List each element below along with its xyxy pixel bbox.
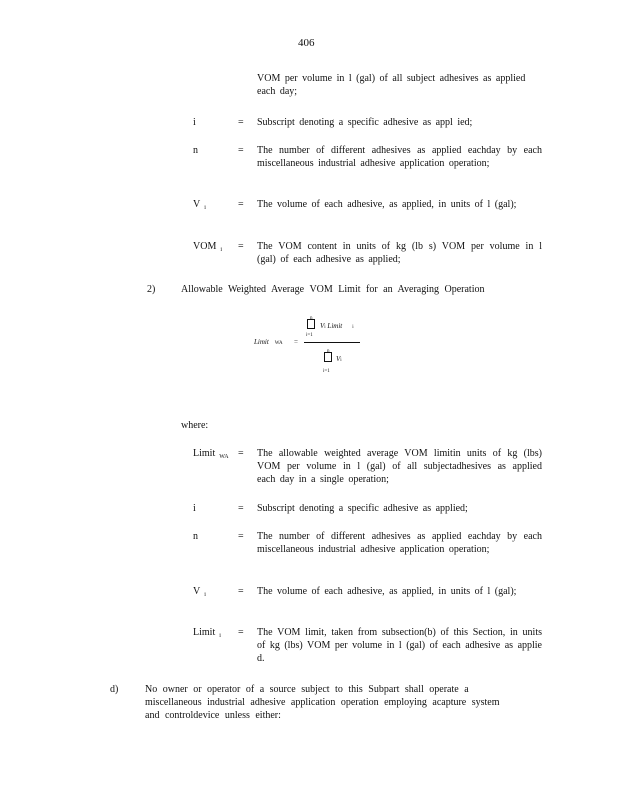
item-2-number: 2) — [147, 284, 156, 295]
numerator-term: Vi Limit i — [320, 322, 354, 330]
definition-text: Subscript denoting a specific adhesive as applied; — [257, 503, 468, 514]
definition-text: The number of different adhesives as applied eachday by each miscellaneous industrial adhesive application operation; — [257, 531, 542, 555]
page-number: 406 — [298, 37, 315, 49]
definition-equals: = — [238, 199, 244, 210]
weighted-average-formula — [254, 312, 374, 376]
definition-equals: = — [238, 241, 244, 252]
fraction-bar — [304, 342, 360, 343]
definition-symbol: V $_i$ — [193, 586, 206, 598]
definition-equals: = — [238, 145, 244, 156]
definition-text: The number of different adhesives as applied eachday by each miscellaneous industrial adhesive application operation; — [257, 145, 542, 169]
definition-text: The allowable weighted average VOM limitin units of kg (lbs) VOM per volume in l (gal) of all subjectadhesives as applied each day in a single operation; — [257, 448, 542, 485]
den-sum-lower-limit: i=1 — [323, 369, 330, 374]
definition-symbol: n — [193, 531, 198, 542]
definition-symbol: i — [193, 503, 196, 514]
item-d-text: No owner or operator of a source subject to this Subpart shall operate a miscellaneous industrial adhesive application operation employing acapture system and controldevice unless either: — [145, 684, 500, 721]
definition-equals: = — [238, 531, 244, 542]
definition-symbol: V $_i$ — [193, 199, 206, 211]
definition-equals: = — [238, 117, 244, 128]
continuation-text: VOM per volume in l (gal) of all subject adhesives as applied each day; — [257, 73, 526, 97]
definition-symbol: i — [193, 117, 196, 128]
definition-equals: = — [238, 503, 244, 514]
definition-symbol: Limit $_i$ — [193, 627, 221, 639]
definition-text: The VOM content in units of kg (lb s) VOM per volume in l (gal) of each adhesive as applied; — [257, 241, 542, 265]
definition-text: The VOM limit, taken from subsection(b) of this Section, in units of kg (lbs) VOM per volume in l (gal) of each adhesive as applie d. — [257, 627, 542, 664]
item-2-title: Allowable Weighted Average VOM Limit for an Averaging Operation — [181, 284, 485, 295]
definition-text: The volume of each adhesive, as applied, in units of l (gal); — [257, 586, 517, 597]
den-sum-symbol-icon — [324, 351, 332, 364]
sum-upper-limit: n — [310, 316, 313, 321]
definition-equals: = — [238, 627, 244, 638]
item-d-label: d) — [110, 684, 119, 695]
definition-symbol: Limit $_{WA}$ — [193, 448, 229, 460]
definition-symbol: n — [193, 145, 198, 156]
denominator-term: Vi — [336, 355, 342, 363]
definition-equals: = — [238, 586, 244, 597]
definition-symbol: VOM $_i$ — [193, 241, 223, 253]
sum-lower-limit: i=1 — [306, 333, 313, 338]
definition-equals: = — [238, 448, 244, 459]
formula-lhs: Limit WA — [254, 338, 283, 346]
formula-equals: = — [294, 338, 298, 346]
definition-text: Subscript denoting a specific adhesive as appl ied; — [257, 117, 473, 128]
where-label: where: — [181, 420, 209, 431]
definition-text: The volume of each adhesive, as applied, in units of l (gal); — [257, 199, 517, 210]
den-sum-upper-limit: n — [327, 349, 330, 354]
